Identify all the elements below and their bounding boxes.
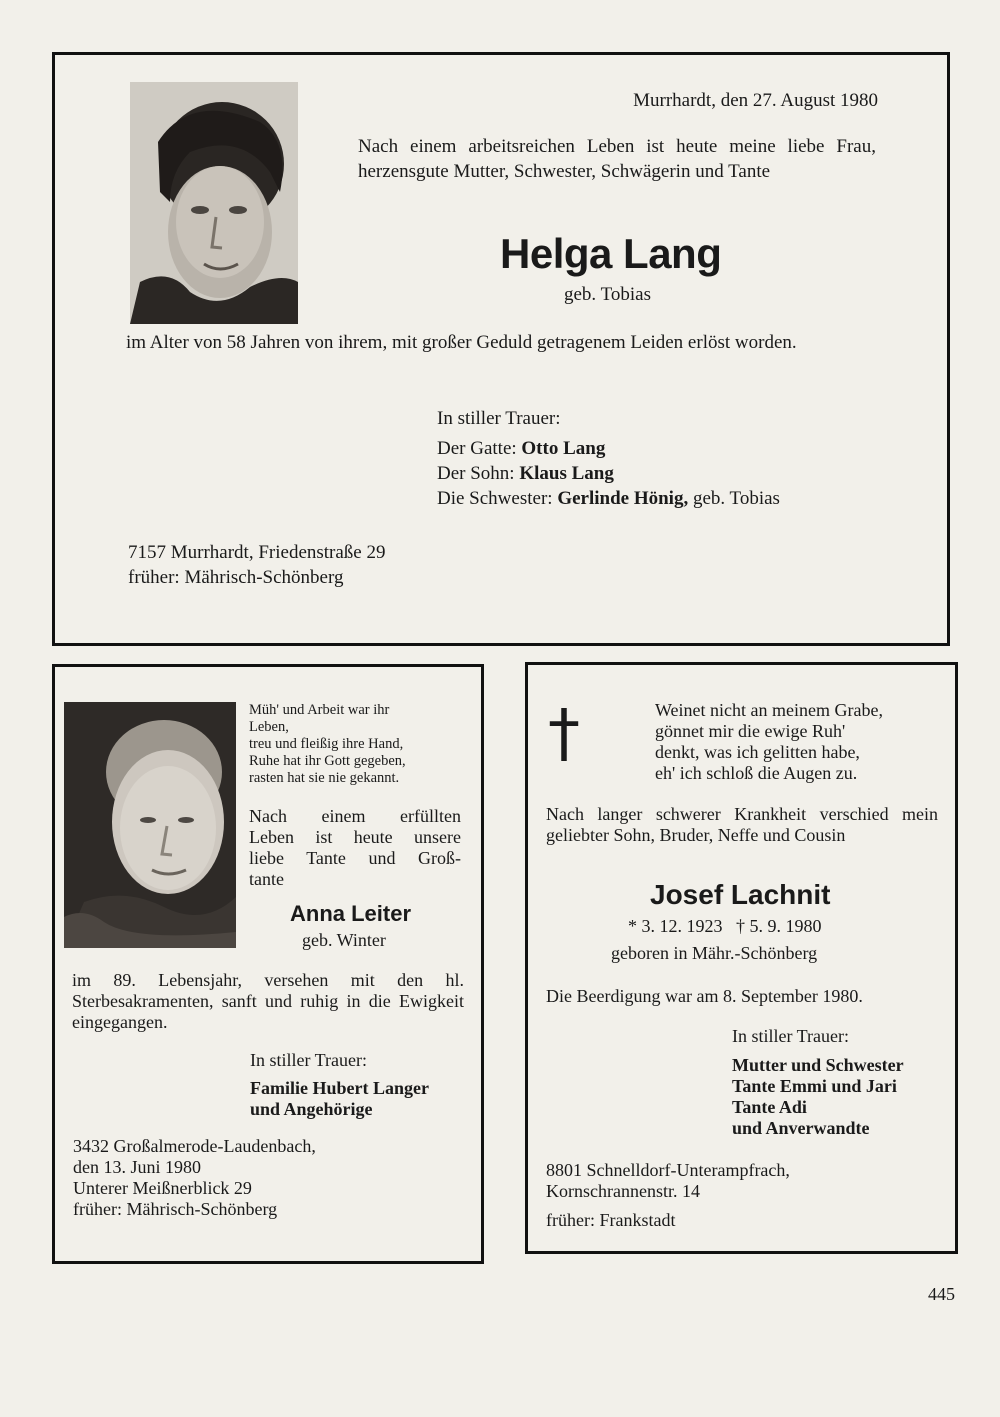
poem-line: denkt, was ich gelitten habe,	[655, 742, 860, 762]
mourning-title: In stiller Trauer:	[250, 1050, 367, 1070]
mourners-list	[732, 1055, 904, 1139]
notice-address	[128, 540, 386, 590]
cross-icon: †	[548, 697, 580, 771]
poem-line: treu und fleißig ihre Hand,	[249, 736, 404, 752]
mourner-role: Die Schwester:	[437, 488, 553, 509]
page-number: 445	[928, 1284, 955, 1304]
mourner-line: und Angehörige	[250, 1099, 373, 1119]
poem-anna-leiter	[249, 702, 406, 787]
notice-address	[546, 1160, 790, 1202]
intro-line: liebe Tante und Groß-	[249, 848, 461, 868]
portrait-photo-anna-leiter	[64, 702, 236, 948]
birth-name: geb. Winter	[302, 930, 386, 950]
mourner-name: Klaus Lang	[519, 463, 614, 484]
address-line: früher: Mährisch-Schönberg	[128, 567, 344, 588]
address-line: 3432 Großalmerode-Laudenbach,	[73, 1136, 316, 1156]
poem-line: Müh' und Arbeit war ihr	[249, 702, 390, 718]
notice-body-text: im 89. Lebensjahr, versehen mit den hl. Sterbesakramenten, sanft und ruhig in die Ewigkeit eingegangen.	[72, 970, 464, 1032]
intro-line: Nach einem erfüllten	[249, 806, 461, 826]
deceased-name-anna-leiter: Anna Leiter	[290, 901, 412, 926]
mourner-line: Mutter und Schwester	[732, 1055, 904, 1075]
mourning-title: In stiller Trauer:	[437, 408, 561, 429]
mourner-row	[437, 461, 780, 486]
mourner-row	[437, 436, 780, 461]
former-residence: früher: Frankstadt	[546, 1210, 676, 1230]
mourning-title: In stiller Trauer:	[732, 1026, 849, 1046]
mourner-line: und Anverwandte	[732, 1118, 870, 1138]
intro-line: Leben ist heute unsere	[249, 827, 461, 847]
mourner-suffix: geb. Tobias	[692, 488, 780, 509]
funeral-info: Die Beerdigung war am 8. September 1980.	[546, 986, 863, 1006]
mourner-role: Der Sohn:	[437, 463, 515, 484]
mourners-list	[250, 1078, 429, 1120]
mourner-line: Familie Hubert Langer	[250, 1078, 429, 1098]
intro-josef-lachnit: Nach langer schwerer Krankheit verschied mein geliebter Sohn, Bruder, Neffe und Cousin	[546, 804, 938, 845]
notice-body-text: im Alter von 58 Jahren von ihrem, mit großer Geduld getragenem Leiden erlöst worden.	[126, 332, 797, 353]
poem-line: gönnet mir die ewige Ruh'	[655, 721, 846, 741]
poem-line: Weinet nicht an meinem Grabe,	[655, 700, 883, 720]
deceased-name-helga-lang: Helga Lang	[500, 230, 722, 277]
mourner-line: Tante Emmi und Jari	[732, 1076, 897, 1096]
poem-josef-lachnit	[655, 700, 883, 784]
notice-address	[73, 1136, 316, 1220]
address-line: 7157 Murrhardt, Friedenstraße 29	[128, 542, 386, 563]
address-line: 8801 Schnelldorf-Unterampfrach,	[546, 1160, 790, 1180]
notice-intro-text: Nach einem arbeitsreichen Leben ist heute meine liebe Frau, herzensgute Mutter, Schwester, Schwägerin und Tante	[358, 136, 876, 182]
address-line: Kornschrannenstr. 14	[546, 1181, 700, 1201]
birthplace: geboren in Mähr.-Schönberg	[611, 943, 818, 963]
life-dates: * 3. 12. 1923 † 5. 9. 1980	[628, 916, 822, 936]
address-line: den 13. Juni 1980	[73, 1157, 201, 1177]
address-line: Unterer Meißnerblick 29	[73, 1178, 252, 1198]
poem-line: Ruhe hat ihr Gott gegeben,	[249, 753, 406, 769]
intro-line: tante	[249, 869, 284, 889]
mourner-line: Tante Adi	[732, 1097, 807, 1117]
address-line: früher: Mährisch-Schönberg	[73, 1199, 278, 1219]
notice-date: Murrhardt, den 27. August 1980	[633, 90, 878, 111]
mourner-name: Otto Lang	[521, 438, 606, 459]
poem-line: eh' ich schloß die Augen zu.	[655, 763, 858, 783]
intro-anna-leiter	[249, 806, 461, 890]
poem-line: rasten hat sie nie gekannt.	[249, 770, 400, 786]
mourners-list	[437, 436, 780, 511]
mourner-row	[437, 486, 780, 511]
poem-line: Leben,	[249, 719, 289, 735]
mourner-role: Der Gatte:	[437, 438, 517, 459]
birth-name: geb. Tobias	[564, 284, 651, 305]
portrait-photo-helga-lang	[130, 82, 298, 324]
mourner-name: Gerlinde Hönig,	[557, 488, 689, 509]
deceased-name-josef-lachnit: Josef Lachnit	[650, 879, 831, 910]
